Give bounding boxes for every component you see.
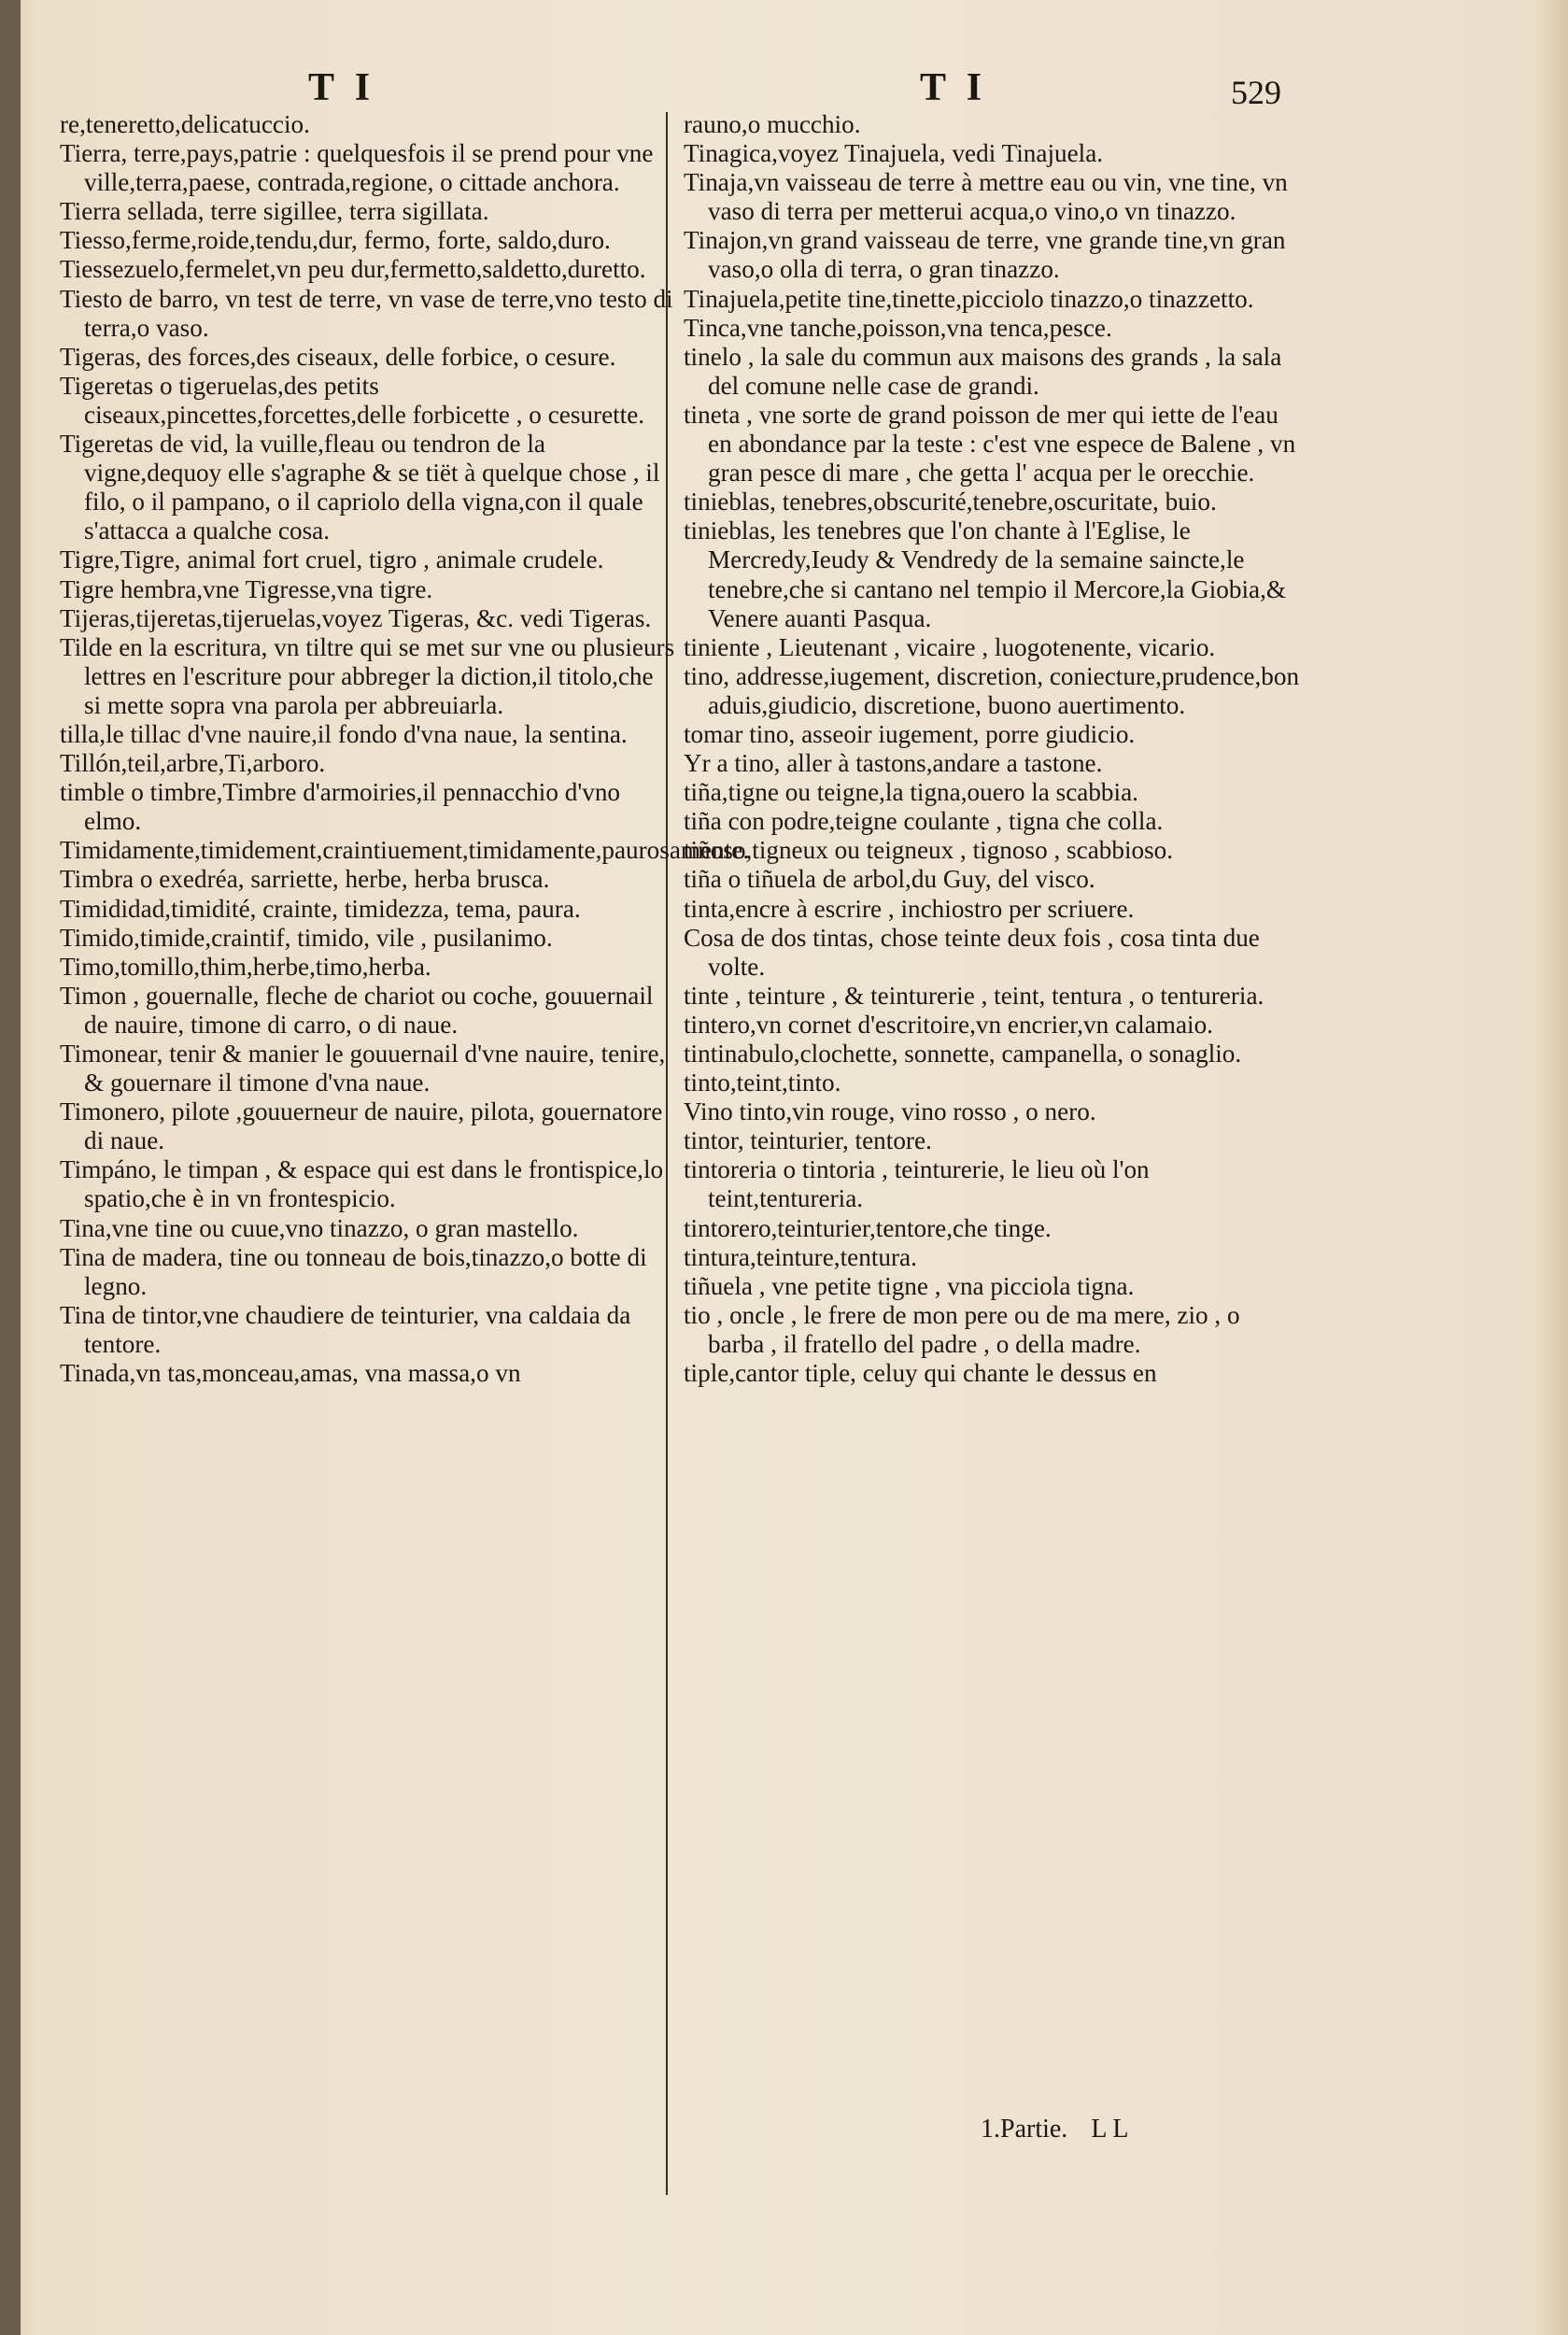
dictionary-entry: Vino tinto,vin rouge, vino rosso , o nero. <box>684 1097 1096 1126</box>
dictionary-entry: Tierra sellada, terre sigillee, terra sigillata. <box>60 197 489 226</box>
dictionary-entry: Tina de tintor,vne chaudiere de teinturier, vna caldaia da tentore. <box>60 1300 631 1358</box>
dictionary-entry: Tigeretas de vid, la vuille,fleau ou tendron de la vigne,dequoy elle s'agraphe & se tiët à quelque chose , il filo, o il pampano, o il capriolo della vigna,con il quale s'attacca a qualche cosa. <box>60 430 660 545</box>
dictionary-entry: Tiesso,ferme,roide,tendu,dur, fermo, forte, saldo,duro. <box>60 226 611 255</box>
dictionary-entry: tinieblas, les tenebres que l'on chante à l'Eglise, le Mercredy,Ieudy & Vendredy de la semaine saincte,le tenebre,che si cantano nel tempio il Mercore,la Giobia,& Venere auanti Pasqua. <box>684 517 1287 632</box>
dictionary-entry: tintoreria o tintoria , teinturerie, le lieu où l'on teint,tentureria. <box>684 1155 1150 1213</box>
left-running-head: T I <box>308 66 376 109</box>
dictionary-entry: Tijeras,tijeretas,tijeruelas,voyez Tigeras, &c. vedi Tigeras. <box>60 603 652 632</box>
dictionary-entry: timble o timbre,Timbre d'armoiries,il pennacchio d'vno elmo. <box>60 778 621 836</box>
dictionary-entry: tinto,teint,tinto. <box>684 1068 841 1097</box>
dictionary-entry: Tinca,vne tanche,poisson,vna tenca,pesce. <box>684 313 1112 342</box>
page-number: 529 <box>1231 74 1281 111</box>
dictionary-entry: tinte , teinture , & teinturerie , teint, tentura , o tentureria. <box>684 981 1264 1010</box>
dictionary-entry: Tilde en la escritura, vn tiltre qui se met sur vne ou plusieurs lettres en l'escriture pour abbreger la diction,il titolo,che si mette sopra vna parola per abbreuiarla. <box>60 632 675 719</box>
dictionary-entry: Tillón,teil,arbre,Ti,arboro. <box>60 749 326 778</box>
dictionary-entry: tinieblas, tenebres,obscurité,tenebre,oscuritate, buio. <box>684 488 1217 517</box>
dictionary-entry: Timon , gouernalle, fleche de chariot ou coche, gouuernail de nauire, timone di carro, o di naue. <box>60 981 654 1039</box>
dictionary-entry: Tinajuela,petite tine,tinette,picciolo tinazzo,o tinazzetto. <box>684 284 1254 313</box>
dictionary-entry: Tierra, terre,pays,patrie : quelquesfois il se prend pour vne ville,terra,paese, contrada,regione, o cittade anchora. <box>60 139 654 197</box>
dictionary-entry: Timpáno, le timpan , & espace qui est dans le frontispice,lo spatio,che è in vn frontespicio. <box>60 1155 664 1213</box>
dictionary-entry: tilla,le tillac d'vne nauire,il fondo d'vna naue, la sentina. <box>60 719 628 748</box>
dictionary-entry: tinelo , la sale du commun aux maisons des grands , la sala del comune nelle case de grandi. <box>684 342 1282 400</box>
dictionary-entry: Tigre,Tigre, animal fort cruel, tigro , animale crudele. <box>60 545 604 574</box>
footer <box>981 2115 1145 2144</box>
dictionary-entry: tinta,encre à escrire , inchiostro per scriuere. <box>684 894 1135 923</box>
dictionary-entry: tino, addresse,iugement, discretion, coniecture,prudence,bon aduis,giudicio, discretione, buono auertimento. <box>684 661 1300 719</box>
dictionary-entry: Timonear, tenir & manier le gouuernail d'vne nauire, tenire, & gouernare il timone d'vna naue. <box>60 1040 666 1097</box>
dictionary-entry: Tigre hembra,vne Tigresse,vna tigre. <box>60 574 433 603</box>
right-column <box>684 110 1300 1388</box>
right-running-head: T I <box>920 66 988 109</box>
dictionary-entry: Tinagica,voyez Tinajuela, vedi Tinajuela. <box>684 139 1104 168</box>
dictionary-entry: Timididad,timidité, crainte, timidezza, tema, paura. <box>60 894 581 923</box>
left-column <box>60 110 750 1388</box>
binding-edge <box>0 0 21 2335</box>
dictionary-entry: tiniente , Lieutenant , vicaire , luogotenente, vicario. <box>684 632 1216 661</box>
dictionary-entry: Tigeretas o tigeruelas,des petits ciseaux,pincettes,forcettes,delle forbicette , o cesurette. <box>60 371 645 429</box>
dictionary-entry: tintura,teinture,tentura. <box>684 1242 917 1271</box>
dictionary-entry: Tinajon,vn grand vaisseau de terre, vne grande tine,vn gran vaso,o olla di terra, o gran tinazzo. <box>684 226 1286 284</box>
dictionary-entry: Tinaja,vn vaisseau de terre à mettre eau ou vin, vne tine, vn vaso di terra per metterui acqua,o vino,o vn tinazzo. <box>684 168 1288 226</box>
dictionary-entry: Yr a tino, aller à tastons,andare a tastone. <box>684 749 1103 778</box>
dictionary-entry: Timidamente,timidement,craintiuement,timidamente,paurosamente. <box>60 836 750 865</box>
dictionary-entry: tintorero,teinturier,tentore,che tinge. <box>684 1213 1052 1242</box>
dictionary-entry: Timido,timide,craintif, timido, vile , pusilanimo. <box>60 923 553 952</box>
dictionary-entry: tio , oncle , le frere de mon pere ou de ma mere, zio , o barba , il fratello del padre , o della madre. <box>684 1300 1240 1358</box>
dictionary-entry: tintinabulo,clochette, sonnette, campanella, o sonaglio. <box>684 1040 1242 1068</box>
dictionary-entry: Tina,vne tine ou cuue,vno tinazzo, o gran mastello. <box>60 1213 579 1242</box>
dictionary-entry: rauno,o mucchio. <box>684 110 861 138</box>
dictionary-entry: tiña,tigne ou teigne,la tigna,ouero la scabbia. <box>684 778 1138 807</box>
dictionary-entry: Tina de madera, tine ou tonneau de bois,tinazzo,o botte di legno. <box>60 1242 647 1300</box>
dictionary-entry: tiñoso,tigneux ou teigneux , tignoso , scabbioso. <box>684 836 1174 865</box>
signature-mark: 1.Partie. <box>981 2115 1068 2144</box>
dictionary-entry: Timonero, pilote ,gouuerneur de nauire, pilota, gouernatore di naue. <box>60 1097 663 1155</box>
dictionary-entry: Timbra o exedréa, sarriette, herbe, herba brusca. <box>60 865 550 894</box>
dictionary-entry: tiña con podre,teigne coulante , tigna che colla. <box>684 807 1164 836</box>
dictionary-entry: Tiesto de barro, vn test de terre, vn vase de terre,vno testo di terra,o vaso. <box>60 284 673 342</box>
dictionary-entry: tineta , vne sorte de grand poisson de mer qui iette de l'eau en abondance par la teste : c'est vne espece de Balene , vn gran pesce di mare , che getta l' acqua per le orecchie. <box>684 400 1296 488</box>
dictionary-entry: tomar tino, asseoir iugement, porre giudicio. <box>684 719 1136 748</box>
dictionary-entry: Tiessezuelo,fermelet,vn peu dur,fermetto,saldetto,duretto. <box>60 255 646 284</box>
dictionary-entry: tintor, teinturier, tentore. <box>684 1126 932 1155</box>
dictionary-entry: Tinada,vn tas,monceau,amas, vna massa,o vn <box>60 1359 521 1388</box>
dictionary-entry: tiple,cantor tiple, celuy qui chante le dessus en <box>684 1359 1157 1388</box>
dictionary-entry: tintero,vn cornet d'escritoire,vn encrier,vn calamaio. <box>684 1010 1213 1039</box>
dictionary-entry: Tigeras, des forces,des ciseaux, delle forbice, o cesure. <box>60 342 616 371</box>
catchword: L L <box>1091 2115 1129 2144</box>
dictionary-entry: Cosa de dos tintas, chose teinte deux fois , cosa tinta due volte. <box>684 923 1260 981</box>
dictionary-entry: tiña o tiñuela de arbol,du Guy, del visco. <box>684 865 1095 894</box>
dictionary-entry: tiñuela , vne petite tigne , vna picciola tigna. <box>684 1271 1135 1300</box>
dictionary-entry: re,teneretto,delicatuccio. <box>60 110 310 138</box>
dictionary-entry: Timo,tomillo,thim,herbe,timo,herba. <box>60 952 431 981</box>
